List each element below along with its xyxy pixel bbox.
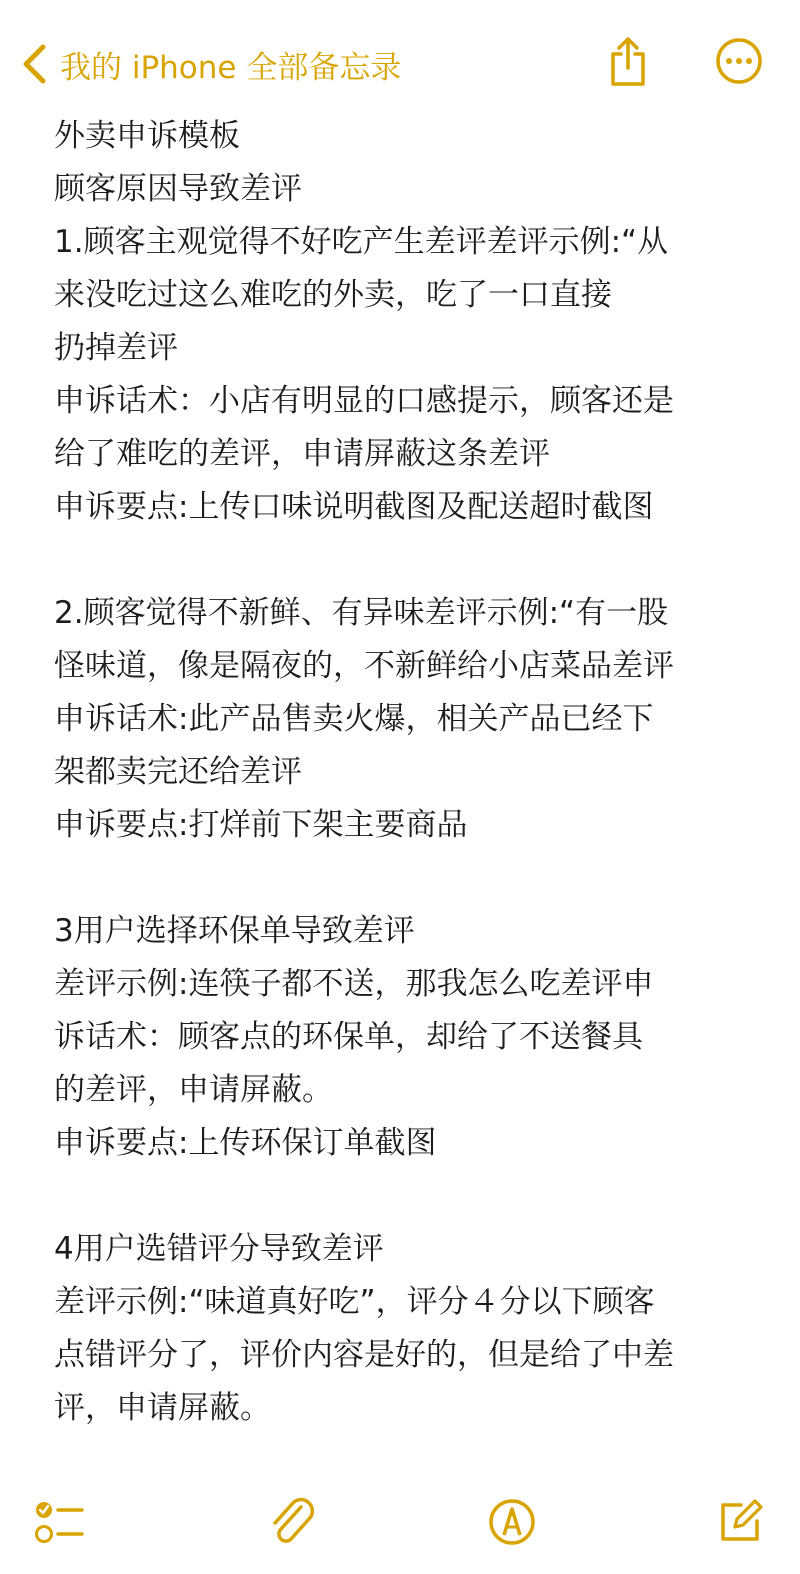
note-line: 申诉要点:上传环保订单截图 [54, 1125, 437, 1161]
note-line: 的差评，申请屏蔽。 [54, 1072, 333, 1108]
ellipsis-circle-icon [715, 37, 763, 89]
paperclip-icon [267, 1495, 317, 1553]
blank-line [54, 852, 754, 905]
note-line: 3用户选择环保单导致差评 [54, 913, 415, 949]
note-line: 4用户选错评分导致差评 [54, 1231, 384, 1267]
note-line: 顾客原因导致差评 [54, 171, 302, 207]
compose-button[interactable] [710, 1494, 770, 1554]
note-line: 申诉话术:此产品售卖火爆，相关产品已经下 [54, 701, 654, 737]
note-body[interactable] [54, 110, 754, 1435]
note-line: 2.顾客觉得不新鲜、有异味差评示例:“有一股 [54, 595, 669, 631]
attachment-button[interactable] [262, 1494, 322, 1554]
note-line: 扔掉差评 [54, 330, 178, 366]
note-line: 给了难吃的差评，申请屏蔽这条差评 [54, 436, 550, 472]
navigation-bar [0, 0, 800, 120]
note-line: 来没吃过这么难吃的外卖，吃了一口直接 [54, 277, 612, 313]
bottom-toolbar [0, 1488, 800, 1574]
note-line: 诉话术：顾客点的环保单，却给了不送餐具 [54, 1019, 643, 1055]
note-line: 差评示例:“味道真好吃”，评分４分以下顾客 [54, 1284, 655, 1320]
markup-button[interactable] [482, 1494, 542, 1554]
compose-icon [715, 1497, 765, 1551]
note-title: 外卖申诉模板 [54, 118, 240, 154]
note-line: 怪味道，像是隔夜的，不新鲜给小店菜品差评 [54, 648, 674, 684]
blank-line [54, 534, 754, 587]
share-icon [607, 36, 649, 92]
note-line: 申诉要点:上传口味说明截图及配送超时截图 [54, 489, 654, 525]
note-line: 架都卖完还给差评 [54, 754, 302, 790]
more-options-button[interactable] [714, 38, 764, 88]
checklist-button[interactable] [30, 1494, 90, 1554]
note-line: 评，申请屏蔽。 [54, 1390, 271, 1426]
share-button[interactable] [604, 36, 652, 92]
markup-pen-icon [487, 1497, 537, 1551]
checklist-icon [34, 1498, 86, 1550]
back-button-label: 我的 iPhone 全部备忘录 [60, 49, 402, 86]
note-line: 申诉话术：小店有明显的口感提示，顾客还是 [54, 383, 674, 419]
note-line: 差评示例:连筷子都不送，那我怎么吃差评申 [54, 966, 654, 1002]
note-line: 申诉要点:打烊前下架主要商品 [54, 807, 468, 843]
back-button[interactable] [14, 36, 401, 92]
blank-line [54, 1170, 754, 1223]
chevron-left-icon [14, 36, 54, 92]
note-line: 1.顾客主观觉得不好吃产生差评差评示例:“从 [54, 224, 669, 260]
note-line: 点错评分了，评价内容是好的，但是给了中差 [54, 1337, 674, 1373]
